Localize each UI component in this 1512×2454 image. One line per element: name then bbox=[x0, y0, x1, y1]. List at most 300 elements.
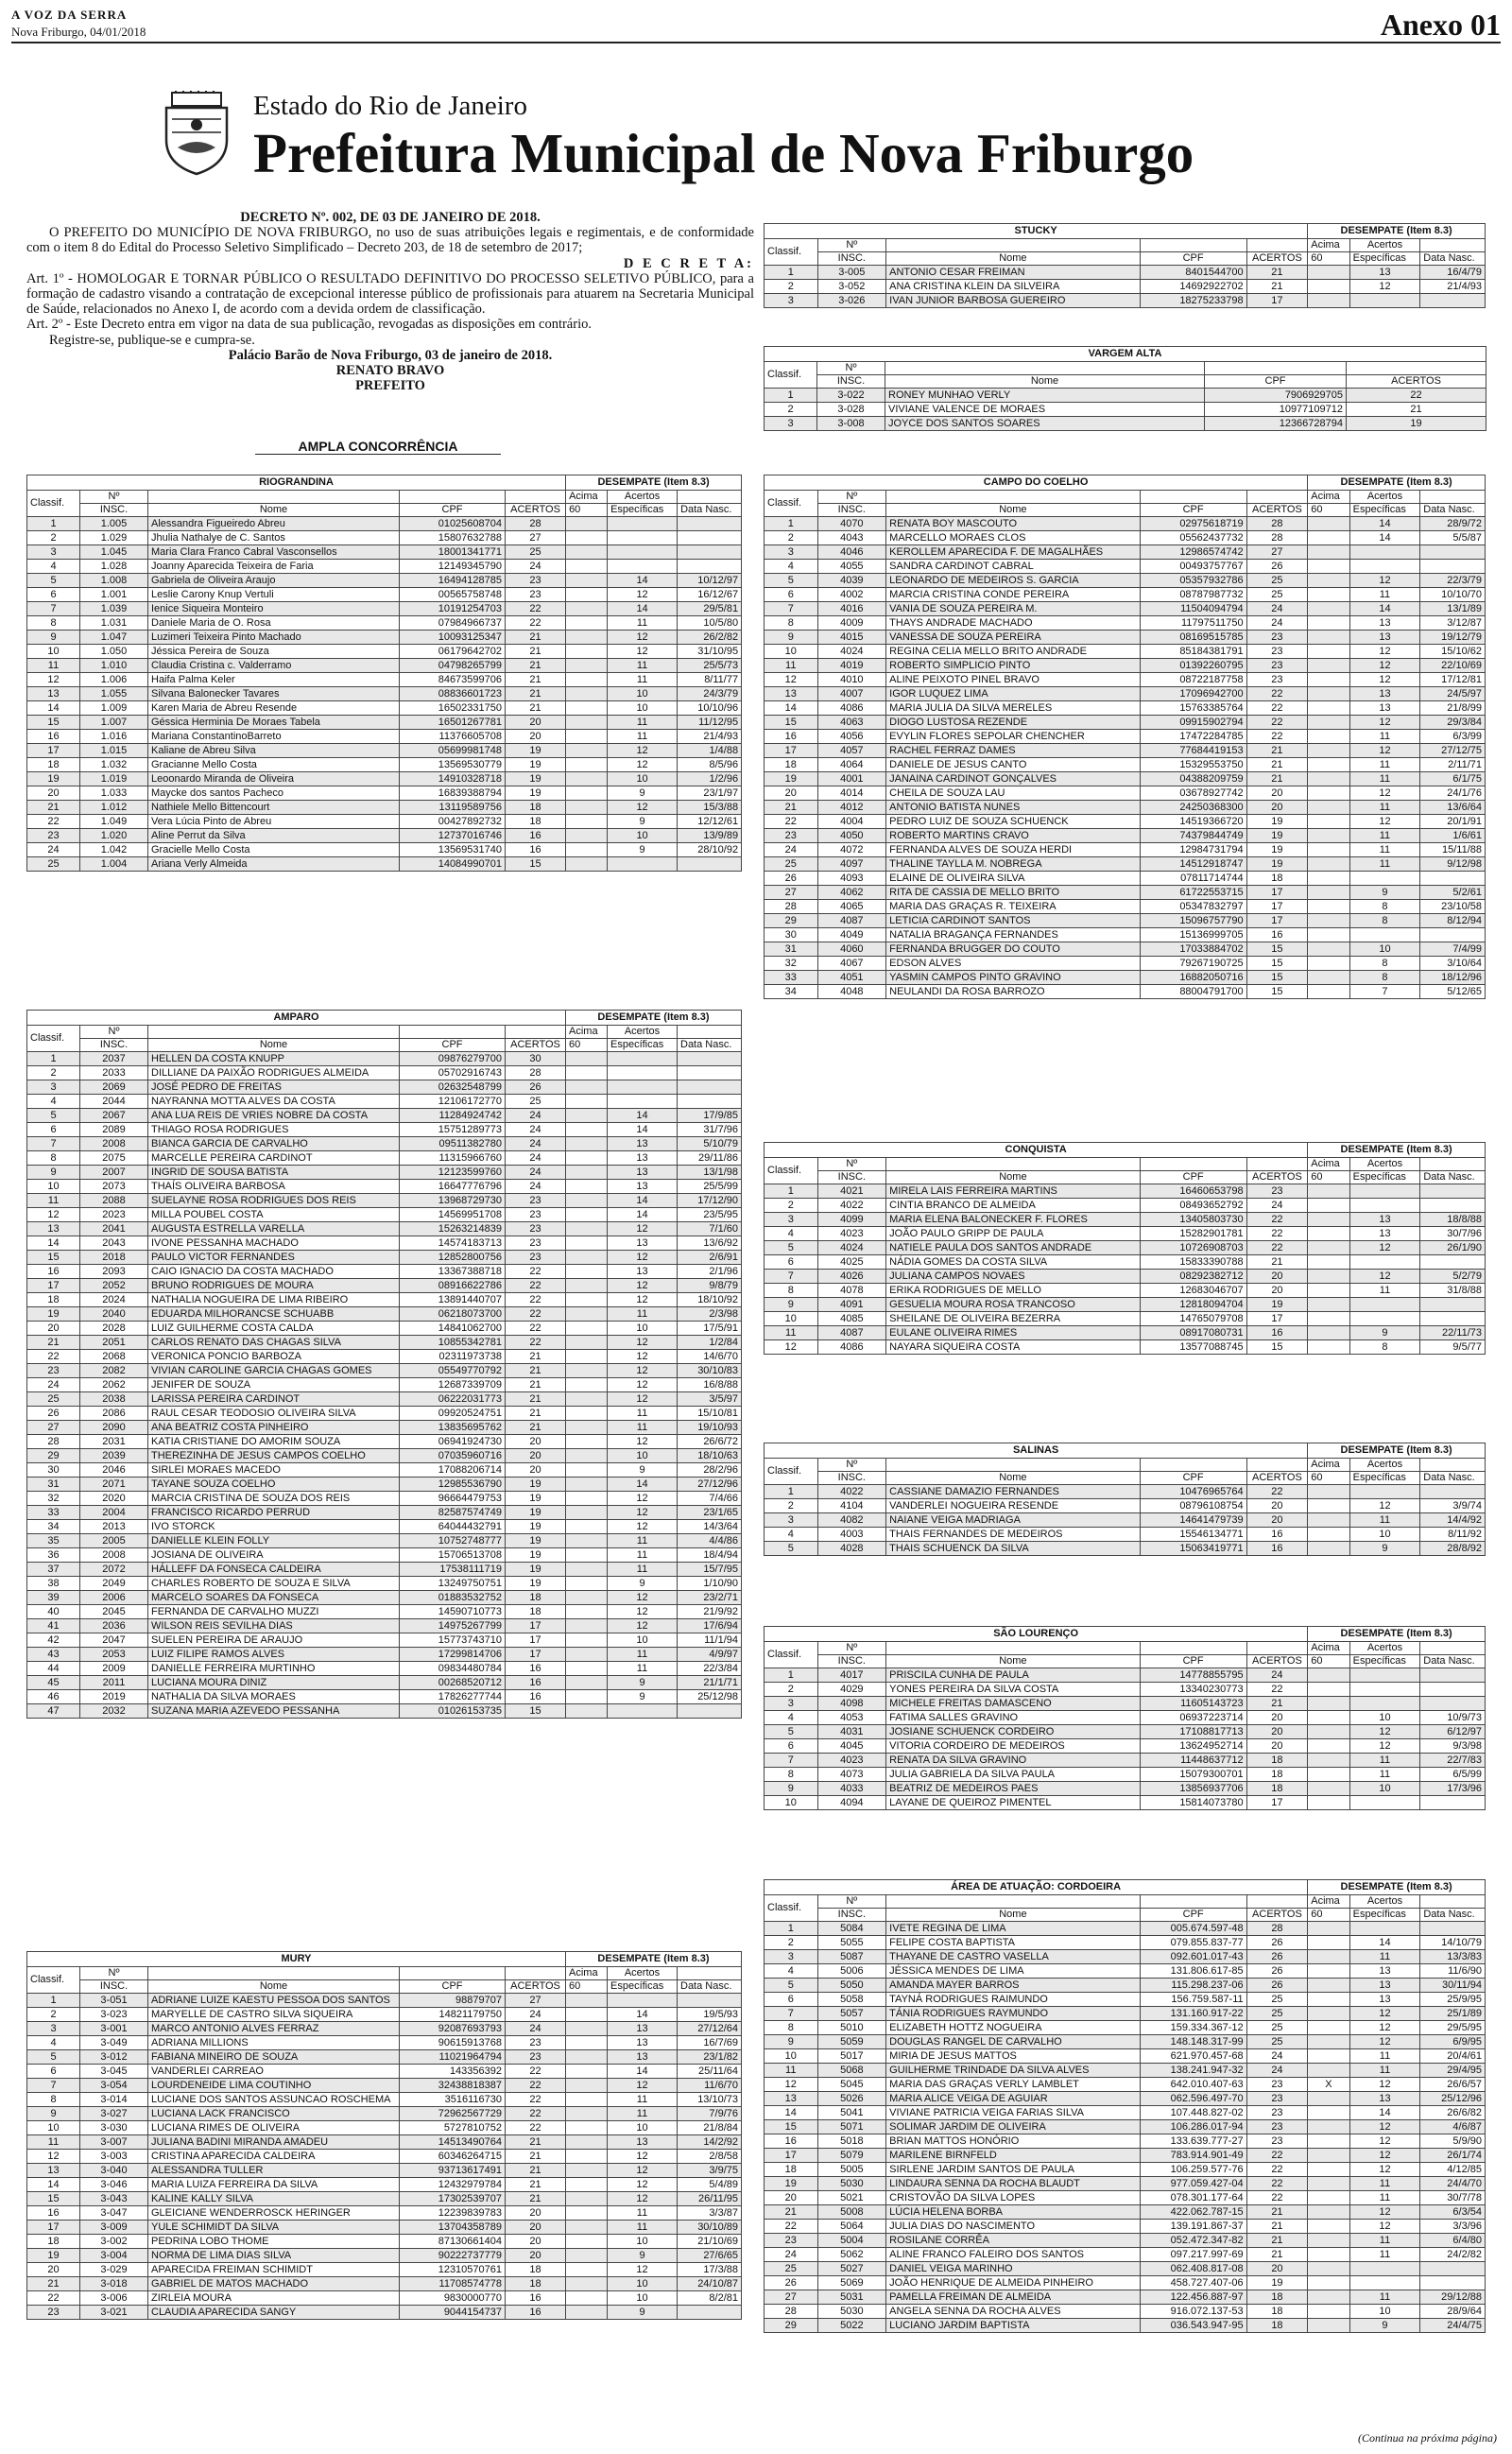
publication-name: A VOZ DA SERRA bbox=[11, 8, 128, 22]
blank-header bbox=[1420, 1459, 1486, 1472]
acima60-cell bbox=[566, 1080, 608, 1095]
table-row bbox=[27, 631, 742, 645]
blank-header bbox=[886, 239, 1140, 252]
datanasc-cell: 25/11/64 bbox=[678, 2065, 742, 2079]
especificas-cell: 11 bbox=[1349, 2049, 1420, 2064]
nome-cell: SUZANA MARIA AZEVEDO PESSANHA bbox=[148, 1704, 400, 1719]
cpf-cell: 16839388794 bbox=[400, 786, 506, 801]
datanasc-cell: 29/3/84 bbox=[1420, 716, 1486, 730]
especificas-cell bbox=[608, 517, 678, 531]
acertos-cell: 22 bbox=[506, 2093, 566, 2107]
nome-cell: DIOGO LUSTOSA REZENDE bbox=[886, 716, 1140, 730]
masthead bbox=[11, 6, 1501, 43]
cpf-cell: 15079300701 bbox=[1140, 1768, 1246, 1782]
especificas-cell bbox=[1349, 545, 1420, 560]
datanasc-cell: 5/2/79 bbox=[1420, 1270, 1486, 1284]
table-row bbox=[765, 659, 1486, 673]
section-title: STUCKY bbox=[765, 224, 1308, 239]
insc-cell: 4043 bbox=[817, 531, 886, 545]
nome-cell: MARILENE BIRNFELD bbox=[886, 2149, 1140, 2163]
sixty-header: 60 bbox=[566, 504, 608, 517]
classif-cell: 29 bbox=[765, 914, 818, 928]
classif-cell: 3 bbox=[765, 545, 818, 560]
datanasc-cell: 22/7/83 bbox=[1420, 1754, 1486, 1768]
acertos-header: ACERTOS bbox=[1246, 1171, 1308, 1184]
cpf-cell: 14084990701 bbox=[400, 857, 506, 872]
insc-cell: 5041 bbox=[817, 2106, 886, 2120]
insc-cell: 4021 bbox=[817, 1184, 886, 1199]
insc-cell: 4093 bbox=[817, 872, 886, 886]
especificas-cell bbox=[608, 1994, 678, 2008]
classif-cell: 2 bbox=[765, 531, 818, 545]
section-title: VARGEM ALTA bbox=[765, 347, 1486, 362]
acertos-cell: 15 bbox=[1246, 1340, 1308, 1355]
table-row bbox=[765, 531, 1486, 545]
classif-cell: 32 bbox=[765, 957, 818, 971]
cpf-cell: 159.334.367-12 bbox=[1140, 2021, 1246, 2035]
table-row bbox=[765, 645, 1486, 659]
cpf-cell: 16882050716 bbox=[1140, 971, 1246, 985]
acima60-cell bbox=[566, 2036, 608, 2050]
classif-cell: 4 bbox=[27, 2036, 80, 2050]
acima60-cell bbox=[566, 772, 608, 786]
acima60-cell bbox=[1308, 928, 1349, 942]
section-campo-do-coelho bbox=[764, 475, 1486, 999]
acima60-cell bbox=[566, 1421, 608, 1435]
acertos-cell: 23 bbox=[506, 1194, 566, 1208]
table-row bbox=[27, 1208, 742, 1222]
table-row bbox=[765, 1270, 1486, 1284]
nome-cell: Daniele Maria de O. Rosa bbox=[148, 616, 400, 631]
table-row bbox=[765, 2290, 1486, 2305]
acertos-cell: 20 bbox=[1246, 2262, 1308, 2276]
especificas-cell: 11 bbox=[608, 2107, 678, 2121]
acima60-cell bbox=[1308, 2191, 1349, 2205]
insc-cell: 2032 bbox=[80, 1704, 148, 1719]
nome-cell: TAYNÁ RODRIGUES RAIMUNDO bbox=[886, 1993, 1140, 2007]
blank-header bbox=[506, 1026, 566, 1039]
insc-cell: 3-022 bbox=[817, 389, 885, 403]
cpf-cell: 139.191.867-37 bbox=[1140, 2220, 1246, 2234]
datanasc-cell: 28/9/64 bbox=[1420, 2305, 1486, 2319]
acima60-cell bbox=[566, 560, 608, 574]
cpf-cell: 08787987732 bbox=[1140, 588, 1246, 602]
blank-header bbox=[1140, 1642, 1246, 1655]
nome-cell: PEDRO LUIZ DE SOUZA SCHUENCK bbox=[886, 815, 1140, 829]
cpf-cell: 18001341771 bbox=[400, 545, 506, 560]
acima60-cell bbox=[1308, 1711, 1349, 1725]
classif-cell: 1 bbox=[27, 517, 80, 531]
table-row bbox=[765, 266, 1486, 280]
insc-cell: 4048 bbox=[817, 985, 886, 999]
especificas-cell: 9 bbox=[608, 1690, 678, 1704]
classif-cell: 36 bbox=[27, 1548, 80, 1563]
acima60-cell bbox=[1308, 1725, 1349, 1739]
datanasc-cell: 19/5/93 bbox=[678, 2008, 742, 2022]
cpf-cell: 09920524751 bbox=[400, 1407, 506, 1421]
nome-cell: SUELAYNE ROSA RODRIGUES DOS REIS bbox=[148, 1194, 400, 1208]
cpf-cell: 05699981748 bbox=[400, 744, 506, 758]
insc-cell: 2020 bbox=[80, 1492, 148, 1506]
especificas-cell: 11 bbox=[1349, 730, 1420, 744]
acima60-cell bbox=[566, 2277, 608, 2291]
table-row bbox=[765, 2106, 1486, 2120]
acima60-cell bbox=[566, 1095, 608, 1109]
acertos-cell: 17 bbox=[1246, 900, 1308, 914]
table-row bbox=[27, 1350, 742, 1364]
table-row bbox=[27, 1605, 742, 1619]
acima60-cell bbox=[566, 1690, 608, 1704]
especificas-cell: 12 bbox=[608, 1591, 678, 1605]
cpf-cell: 12432979784 bbox=[400, 2178, 506, 2192]
cpf-cell: 14519366720 bbox=[1140, 815, 1246, 829]
insc-cell: 2033 bbox=[80, 1066, 148, 1080]
blank-header bbox=[1420, 1642, 1486, 1655]
datanasc-header: Data Nasc. bbox=[678, 1039, 742, 1052]
classif-cell: 3 bbox=[765, 1513, 818, 1528]
insc-cell: 2040 bbox=[80, 1307, 148, 1322]
acertos-cell: 25 bbox=[1246, 588, 1308, 602]
section-salinas bbox=[764, 1443, 1486, 1556]
classif-cell: 9 bbox=[765, 631, 818, 645]
acertos-cell: 19 bbox=[506, 744, 566, 758]
especificas-cell: 12 bbox=[1349, 2120, 1420, 2134]
insc-cell: 2013 bbox=[80, 1520, 148, 1534]
especificas-cell bbox=[1349, 1796, 1420, 1810]
cpf-cell: 02975618719 bbox=[1140, 517, 1246, 531]
acertos-cell: 23 bbox=[1246, 1184, 1308, 1199]
cpf-cell: 13624952714 bbox=[1140, 1739, 1246, 1754]
blank-header bbox=[148, 491, 400, 504]
insc-cell: 2036 bbox=[80, 1619, 148, 1633]
table-row bbox=[765, 2305, 1486, 2319]
classif-cell: 30 bbox=[27, 1463, 80, 1478]
nome-cell: ROBERTO MARTINS CRAVO bbox=[886, 829, 1140, 843]
insc-cell: 4045 bbox=[817, 1739, 886, 1754]
acima60-cell bbox=[566, 2291, 608, 2306]
datanasc-cell: 3/3/87 bbox=[678, 2206, 742, 2221]
insc-cell: 4029 bbox=[817, 1683, 886, 1697]
table-row bbox=[765, 2134, 1486, 2149]
table-row bbox=[765, 545, 1486, 560]
cpf-cell: 15751289773 bbox=[400, 1123, 506, 1137]
especificas-cell: 13 bbox=[1349, 701, 1420, 716]
especificas-cell: 14 bbox=[1349, 1936, 1420, 1950]
acima60-cell bbox=[566, 1548, 608, 1563]
classif-cell: 25 bbox=[765, 857, 818, 872]
blank-header bbox=[885, 362, 1205, 375]
insc-cell: 4087 bbox=[817, 914, 886, 928]
especificas-cell: 12 bbox=[1349, 645, 1420, 659]
acima60-cell bbox=[1308, 829, 1349, 843]
nome-cell: YONES PEREIRA DA SILVA COSTA bbox=[886, 1683, 1140, 1697]
especificas-cell: 10 bbox=[608, 829, 678, 843]
table-row bbox=[27, 574, 742, 588]
especificas-cell: 11 bbox=[608, 673, 678, 687]
especificas-cell: 12 bbox=[1349, 673, 1420, 687]
acertos-cell: 22 bbox=[1246, 730, 1308, 744]
table-row bbox=[765, 1528, 1486, 1542]
especificas-cell: 13 bbox=[1349, 266, 1420, 280]
acima60-cell bbox=[566, 1619, 608, 1633]
datanasc-cell: 17/12/90 bbox=[678, 1194, 742, 1208]
acertos-header: ACERTOS bbox=[506, 1039, 566, 1052]
section-table bbox=[26, 1010, 742, 1719]
acima60-cell bbox=[1308, 560, 1349, 574]
especificas-cell: 14 bbox=[608, 1123, 678, 1137]
datanasc-cell: 15/10/81 bbox=[678, 1407, 742, 1421]
nome-cell: THAIS SCHUENCK DA SILVA bbox=[886, 1542, 1140, 1556]
classif-cell: 20 bbox=[765, 2191, 818, 2205]
insc-cell: 4086 bbox=[817, 1340, 886, 1355]
acima60-cell bbox=[566, 2235, 608, 2249]
acima60-cell bbox=[1308, 2305, 1349, 2319]
acima60-cell bbox=[1308, 872, 1349, 886]
cpf-cell: 11315966760 bbox=[400, 1151, 506, 1166]
insc-cell: 2068 bbox=[80, 1350, 148, 1364]
cpf-cell: 13968729730 bbox=[400, 1194, 506, 1208]
acertos-cell: 16 bbox=[506, 843, 566, 857]
cpf-cell: 01025608704 bbox=[400, 517, 506, 531]
cpf-cell: 17088206714 bbox=[400, 1463, 506, 1478]
especificas-cell: 10 bbox=[1349, 1528, 1420, 1542]
acertos-cell: 19 bbox=[506, 1548, 566, 1563]
cpf-cell: 052.472.347-82 bbox=[1140, 2234, 1246, 2248]
sixty-header: 60 bbox=[1308, 1171, 1349, 1184]
acertos-cell: 27 bbox=[1246, 545, 1308, 560]
acima60-cell bbox=[566, 1478, 608, 1492]
cpf-cell: 3516116730 bbox=[400, 2093, 506, 2107]
acima60-cell bbox=[1308, 1542, 1349, 1556]
nome-cell: IVO STORCK bbox=[148, 1520, 400, 1534]
acima-header: Acima bbox=[1308, 1158, 1349, 1171]
acima60-cell bbox=[1308, 2163, 1349, 2177]
classif-cell: 12 bbox=[765, 673, 818, 687]
especificas-header: Específicas bbox=[1349, 1171, 1420, 1184]
insc-cell: 4024 bbox=[817, 1241, 886, 1255]
acertos-cell: 16 bbox=[1246, 1528, 1308, 1542]
nome-header: Nome bbox=[886, 252, 1140, 266]
acertos-cell: 21 bbox=[1246, 1255, 1308, 1270]
num-header: Nº bbox=[817, 1895, 886, 1909]
acertos-cell: 23 bbox=[506, 2036, 566, 2050]
classif-cell: 12 bbox=[765, 1340, 818, 1355]
especificas-cell: 12 bbox=[1349, 2163, 1420, 2177]
cpf-cell: 17826277744 bbox=[400, 1690, 506, 1704]
acertos-cell: 28 bbox=[1246, 531, 1308, 545]
classif-header: Classif. bbox=[765, 239, 818, 266]
classif-cell: 2 bbox=[765, 1199, 818, 1213]
classif-cell: 23 bbox=[27, 2306, 80, 2320]
acima60-cell bbox=[1308, 1513, 1349, 1528]
table-row bbox=[765, 942, 1486, 957]
acertos-cell: 28 bbox=[506, 1066, 566, 1080]
acima60-cell bbox=[1308, 843, 1349, 857]
cpf-cell: 17302539707 bbox=[400, 2192, 506, 2206]
especificas-cell: 12 bbox=[608, 645, 678, 659]
table-row bbox=[765, 1950, 1486, 1964]
acima60-cell bbox=[1308, 2290, 1349, 2305]
classif-cell: 20 bbox=[27, 2263, 80, 2277]
datanasc-cell bbox=[1420, 2262, 1486, 2276]
especificas-cell: 11 bbox=[608, 1534, 678, 1548]
table-row bbox=[765, 815, 1486, 829]
insc-cell: 4009 bbox=[817, 616, 886, 631]
nome-cell: LUCIANA RIMES DE OLIVEIRA bbox=[148, 2121, 400, 2135]
cpf-cell: 8401544700 bbox=[1140, 266, 1246, 280]
acima60-cell bbox=[1308, 545, 1349, 560]
section-table bbox=[764, 475, 1486, 999]
especificas-cell: 9 bbox=[608, 2249, 678, 2263]
cpf-cell: 12687339709 bbox=[400, 1378, 506, 1392]
especificas-cell bbox=[1349, 1668, 1420, 1683]
blank-header bbox=[678, 491, 742, 504]
insc-cell: 5084 bbox=[817, 1922, 886, 1936]
acima60-cell bbox=[1308, 1936, 1349, 1950]
acima60-cell bbox=[566, 1066, 608, 1080]
acima60-cell bbox=[1308, 280, 1349, 294]
table-row bbox=[27, 1222, 742, 1236]
classif-cell: 42 bbox=[27, 1633, 80, 1648]
insc-cell: 4057 bbox=[817, 744, 886, 758]
nome-cell: MARCELLE PEREIRA CARDINOT bbox=[148, 1151, 400, 1166]
insc-cell: 1.049 bbox=[80, 815, 148, 829]
datanasc-cell: 1/4/88 bbox=[678, 744, 742, 758]
cpf-cell: 12106172770 bbox=[400, 1095, 506, 1109]
cpf-cell: 458.727.407-06 bbox=[1140, 2276, 1246, 2290]
insc-cell: 4001 bbox=[817, 772, 886, 786]
nome-cell: ELAINE DE OLIVEIRA SILVA bbox=[886, 872, 1140, 886]
num-header: Nº bbox=[817, 1158, 886, 1171]
especificas-cell: 12 bbox=[608, 1279, 678, 1293]
datanasc-cell: 6/4/80 bbox=[1420, 2234, 1486, 2248]
especificas-cell: 12 bbox=[608, 1492, 678, 1506]
cpf-cell: 00565758748 bbox=[400, 588, 506, 602]
classif-cell: 6 bbox=[765, 588, 818, 602]
acertos-cell: 22 bbox=[1246, 2149, 1308, 2163]
table-row bbox=[765, 701, 1486, 716]
especificas-cell: 12 bbox=[608, 2164, 678, 2178]
nome-cell: Gracianne Mello Costa bbox=[148, 758, 400, 772]
insc-cell: 4067 bbox=[817, 957, 886, 971]
classif-cell: 5 bbox=[765, 1979, 818, 1993]
nome-cell: Ariana Verly Almeida bbox=[148, 857, 400, 872]
acertos-cell: 16 bbox=[506, 1662, 566, 1676]
datanasc-cell bbox=[1420, 1184, 1486, 1199]
especificas-cell: 13 bbox=[1349, 631, 1420, 645]
acima60-cell bbox=[566, 616, 608, 631]
nome-cell: Vera Lúcia Pinto de Abreu bbox=[148, 815, 400, 829]
table-row bbox=[765, 1227, 1486, 1241]
acertos-cell: 15 bbox=[506, 857, 566, 872]
acertos-cell: 16 bbox=[506, 1690, 566, 1704]
especificas-cell: 12 bbox=[1349, 2078, 1420, 2092]
datanasc-cell: 17/12/81 bbox=[1420, 673, 1486, 687]
blank-header bbox=[1420, 491, 1486, 504]
nome-cell: JOÃO PAULO GRIPP DE PAULA bbox=[886, 1227, 1140, 1241]
acima60-cell bbox=[1308, 886, 1349, 900]
table-row bbox=[27, 786, 742, 801]
insc-cell: 3-029 bbox=[80, 2263, 148, 2277]
section-table bbox=[764, 1626, 1486, 1810]
nome-cell: CHARLES ROBERTO DE SOUZA E SILVA bbox=[148, 1577, 400, 1591]
section-table bbox=[26, 1951, 742, 2320]
nome-cell: LOURDENEIDE LIMA COUTINHO bbox=[148, 2079, 400, 2093]
especificas-cell: 11 bbox=[608, 2221, 678, 2235]
datanasc-cell: 8/11/77 bbox=[678, 673, 742, 687]
nome-cell: RAUL CESAR TEODOSIO OLIVEIRA SILVA bbox=[148, 1407, 400, 1421]
cpf-cell: 097.217.997-69 bbox=[1140, 2248, 1246, 2262]
acima60-cell bbox=[566, 2164, 608, 2178]
table-row bbox=[27, 588, 742, 602]
classif-cell: 7 bbox=[765, 1754, 818, 1768]
acima60-cell bbox=[1308, 1312, 1349, 1326]
nome-cell: BRIAN MATTOS HONÓRIO bbox=[886, 2134, 1140, 2149]
datanasc-cell: 24/4/70 bbox=[1420, 2177, 1486, 2191]
datanasc-cell: 26/1/74 bbox=[1420, 2149, 1486, 2163]
classif-cell: 11 bbox=[765, 1326, 818, 1340]
acima60-cell bbox=[1308, 1227, 1349, 1241]
acertos-header: ACERTOS bbox=[1347, 375, 1486, 389]
datanasc-cell: 27/12/64 bbox=[678, 2022, 742, 2036]
table-row bbox=[27, 531, 742, 545]
acertos-cell: 18 bbox=[1246, 1754, 1308, 1768]
datanasc-cell: 13/1/89 bbox=[1420, 602, 1486, 616]
insc-cell: 4104 bbox=[817, 1499, 886, 1513]
nome-cell: LINDAURA SENNA DA ROCHA BLAUDT bbox=[886, 2177, 1140, 2191]
nome-cell: RENATA BOY MASCOUTO bbox=[886, 517, 1140, 531]
acima60-cell bbox=[566, 687, 608, 701]
acertos-especificas-header: Acertos bbox=[1349, 1895, 1420, 1909]
classif-cell: 6 bbox=[27, 588, 80, 602]
acima60-cell bbox=[1308, 2134, 1349, 2149]
especificas-cell: 13 bbox=[608, 2036, 678, 2050]
datanasc-cell: 23/5/95 bbox=[678, 1208, 742, 1222]
nome-cell: Luzimeri Teixeira Pinto Machado bbox=[148, 631, 400, 645]
classif-cell: 16 bbox=[27, 2206, 80, 2221]
acima60-cell bbox=[566, 2221, 608, 2235]
nome-cell: LUCIANO JARDIM BAPTISTA bbox=[886, 2319, 1140, 2333]
especificas-cell: 10 bbox=[1349, 1711, 1420, 1725]
nome-cell: ALINE FRANCO FALEIRO DOS SANTOS bbox=[886, 2248, 1140, 2262]
nome-cell: VITORIA CORDEIRO DE MEDEIROS bbox=[886, 1739, 1140, 1754]
table-row bbox=[765, 1725, 1486, 1739]
acima60-cell bbox=[1308, 1270, 1349, 1284]
acima60-cell bbox=[1308, 1993, 1349, 2007]
datanasc-cell: 6/1/75 bbox=[1420, 772, 1486, 786]
classif-cell: 8 bbox=[27, 1151, 80, 1166]
table-row bbox=[27, 1151, 742, 1166]
nome-header: Nome bbox=[886, 1171, 1140, 1184]
acertos-cell: 19 bbox=[1246, 2276, 1308, 2290]
nome-cell: JENIFER DE SOUZA bbox=[148, 1378, 400, 1392]
acima60-cell bbox=[1308, 786, 1349, 801]
cpf-cell: 15329553750 bbox=[1140, 758, 1246, 772]
especificas-cell: 9 bbox=[608, 1577, 678, 1591]
cpf-cell: 11376605708 bbox=[400, 730, 506, 744]
nome-cell: VANESSA DE SOUZA PEREIRA bbox=[886, 631, 1140, 645]
datanasc-cell bbox=[1420, 1668, 1486, 1683]
acima-header: Acima bbox=[1308, 1895, 1349, 1909]
cpf-cell: 01883532752 bbox=[400, 1591, 506, 1605]
table-row bbox=[27, 1080, 742, 1095]
datanasc-cell: 25/12/98 bbox=[678, 1690, 742, 1704]
cpf-cell: 15282901781 bbox=[1140, 1227, 1246, 1241]
acima60-cell bbox=[1308, 2007, 1349, 2021]
especificas-cell: 12 bbox=[608, 1364, 678, 1378]
especificas-cell: 11 bbox=[1349, 758, 1420, 772]
especificas-cell: 13 bbox=[1349, 1213, 1420, 1227]
